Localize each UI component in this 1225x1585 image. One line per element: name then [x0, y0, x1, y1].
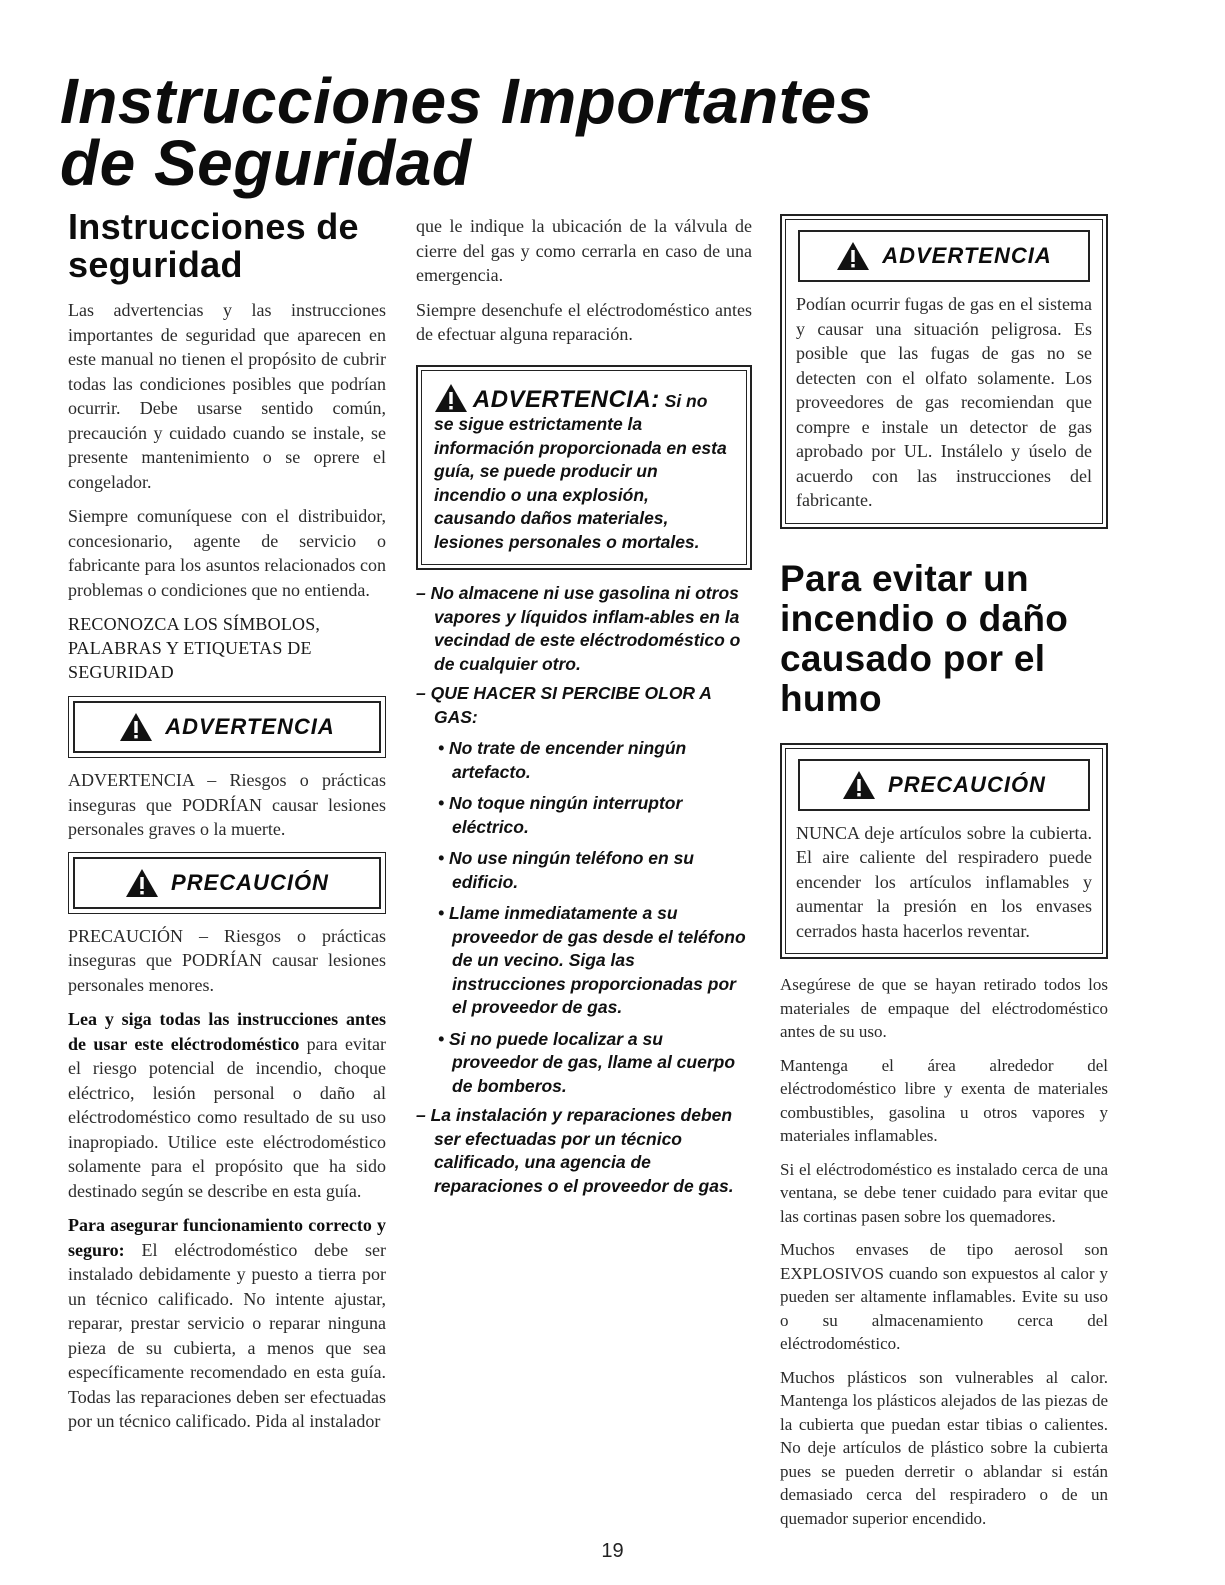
advertencia-label: ADVERTENCIA	[882, 243, 1052, 268]
paragraph-aerosol: Muchos envases de tipo aerosol son EXPLOSIVOS cuando son expuestos al calor y pueden ser altamente inflamables. Evite su uso o su almacenamiento cerca del eléctrodoméstico.	[780, 1240, 1108, 1353]
paragraph-plastics: Muchos plásticos son vulnerables al calor. Mantenga los plásticos alejados de las piezas de la cubierta que puedan estar tibias o calientes. No deje artículos de plástico sobre la cubierta pues se pueden derretir o ablandar si están demasiado cerca del respiradero o de un quemador superior encendido.	[780, 1367, 1108, 1528]
warning-triangle-icon	[836, 241, 870, 271]
fire-caution-box	[780, 743, 1108, 960]
podrian-emphasis: PODRÍAN	[182, 950, 263, 970]
read-instructions-bold: Lea y siga todas las instrucciones antes de usar este eléctrodoméstico	[68, 1009, 386, 1054]
paragraph-correct-operation	[68, 1213, 386, 1434]
list-item: • Si no puede localizar a su proveedor de gas, llame al cuerpo de bomberos.	[438, 1028, 736, 1096]
correct-operation-bold: Para asegurar funcionamiento correcto y seguro:	[68, 1215, 386, 1260]
warning-triangle-icon	[434, 383, 468, 413]
paragraph-recognize-symbols: RECONOZCA LOS SÍMBOLOS, PALABRAS Y ETIQUETAS DE SEGURIDAD	[68, 614, 321, 682]
precaucion-label: PRECAUCIÓN	[171, 869, 329, 895]
read-instructions-text: para evitar el riesgo potencial de incendio, choque eléctrico, lesión personal o daño al eléctrodoméstico como resultado de su uso inapropiado. Utilice este eléctrodoméstico solamente para el propósito que ha sido destinado según se describe en esta guía.	[68, 1033, 386, 1201]
warning-panel-title: ADVERTENCIA:	[472, 385, 660, 413]
paragraph-gas-valve: que le indique la ubicación de la válvula de cierre del gas y como cerrarla en caso de una emergencia.	[416, 216, 752, 285]
paragraph-contact: Siempre comuníquese con el distribuidor, concesionario, agente de servicio o fabricante para los asuntos relacionados con problemas o condiciones que no entienda.	[68, 506, 386, 600]
precaucion-label-box	[68, 852, 386, 914]
gas-safety-list	[416, 582, 752, 1198]
page-number: 19	[601, 1540, 624, 1562]
fire-caution-body: deje artículos sobre la cubierta. El aire caliente del respiradero puede encender los artículos inflamables y aumentar la presión en los envases cerrados hasta hacerlos reventar.	[796, 822, 1092, 941]
section-heading-instrucciones: Instrucciones de seguridad	[68, 206, 359, 285]
precaucion-text-b: causar lesiones personales menores.	[68, 950, 386, 995]
fire-caution-text	[796, 821, 1092, 944]
advertencia-label-box	[68, 696, 386, 758]
section-heading-fire: Para evitar un incendio o daño causado por el humo	[780, 557, 1069, 719]
warning-triangle-icon	[842, 770, 876, 800]
advertencia-text-a: Riesgos o prácticas inseguras que	[68, 770, 386, 815]
advertencia-term: ADVERTENCIA –	[68, 770, 217, 790]
column-right	[780, 214, 1108, 1540]
column-middle	[416, 214, 752, 1204]
precaucion-text-a: Riesgos o prácticas inseguras que	[68, 925, 387, 970]
list-item: • Llame inmediatamente a su proveedor de gas desde el teléfono de un vecino. Siga las instrucciones proporcionadas por el proveedor de gas.	[438, 903, 746, 1017]
warning-panel-body: se sigue estrictamente la información proporcionada en esta guía, se puede producir un incendio o una explosión, causando daños materiales, lesiones personales o mortales.	[434, 414, 727, 552]
list-item: – No almacene ni use gasolina ni otros vapores y líquidos inflam-ables en la vecindad de este eléctrodoméstico o de cualquier otro.	[416, 583, 741, 674]
paragraph-precaucion-definition	[68, 924, 386, 998]
correct-operation-text: El eléctrodoméstico debe ser instalado debidamente y puesto a tierra por un técnico calificado. No intente ajustar, reparar, prestar servicio o reparar ninguna pieza de su cubierta, a menos que sea específicamente recomendado en esta guía. Todas las reparaciones deben ser efectuadas por un técnico calificado. Pida al instalador	[68, 1239, 386, 1431]
nunca-emphasis: NUNCA	[796, 822, 860, 843]
list-item: – La instalación y reparaciones deben ser efectuadas por un técnico calificado, una agencia de reparaciones o el proveedor de gas.	[416, 1105, 734, 1196]
warning-panel-lead: Si no	[659, 390, 708, 411]
warning-panel-header	[434, 383, 734, 414]
paragraph-packaging: Asegúrese de que se hayan retirado todos los materiales de empaque del eléctrodoméstico antes de su uso.	[780, 975, 1108, 1041]
warning-triangle-icon	[125, 868, 159, 898]
warning-panel	[416, 365, 752, 571]
paragraph-area-clear: Mantenga el área alrededor del eléctrodoméstico libre y exenta de materiales combustibles, gasolina u otros vapores y materiales inflamables.	[780, 1055, 1108, 1145]
gas-leak-warning-title	[798, 230, 1090, 282]
gas-leak-warning-text: Podían ocurrir fugas de gas en el sistema y causar una situación peligrosa. Es posible que las fugas de gas no se detecten con el olfato solamente. Los proveedores de gas recomiendan que compre e instale un detector de gas aprobado por UL. Instálelo y úselo de acuerdo con las instrucciones del fabricante.	[796, 294, 1092, 510]
list-item: • No toque ningún interruptor eléctrico.	[438, 793, 683, 837]
precaucion-label: PRECAUCIÓN	[888, 771, 1046, 797]
warning-triangle-icon	[119, 712, 153, 742]
page-title: Instrucciones Importantes de Seguridad	[60, 65, 873, 199]
paragraph-unplug: Siempre desenchufe el eléctrodoméstico antes de efectuar alguna reparación.	[416, 299, 752, 344]
advertencia-label: ADVERTENCIA	[165, 714, 335, 739]
fire-caution-title	[798, 759, 1090, 811]
paragraph-read-instructions	[68, 1007, 386, 1203]
paragraph-curtains: Si el eléctrodoméstico es instalado cerca de una ventana, se debe tener cuidado para evitar que las cortinas pasen sobre los quemadores.	[780, 1159, 1108, 1226]
advertencia-text-b: causar lesiones personales graves o la muerte.	[68, 794, 386, 839]
list-item: • No use ningún teléfono en su edificio.	[438, 848, 694, 892]
paragraph-intro: Las advertencias y las instrucciones importantes de seguridad que aparecen en este manual no tienen el propósito de cubrir todas las condiciones posibles que podrían ocurrir. Debe usarse sentido común, precaución y cuidado cuando se instale, se presente mantenimiento o se oprere el congelador.	[68, 300, 386, 492]
podrian-emphasis: PODRÍAN	[182, 794, 263, 815]
gas-leak-warning-box	[780, 214, 1108, 529]
list-item: – QUE HACER SI PERCIBE OLOR A GAS:	[416, 683, 712, 727]
list-item: • No trate de encender ningún artefacto.	[438, 738, 687, 782]
column-left	[68, 208, 386, 1444]
precaucion-term: PRECAUCIÓN –	[68, 925, 209, 946]
paragraph-advertencia-definition	[68, 768, 386, 842]
